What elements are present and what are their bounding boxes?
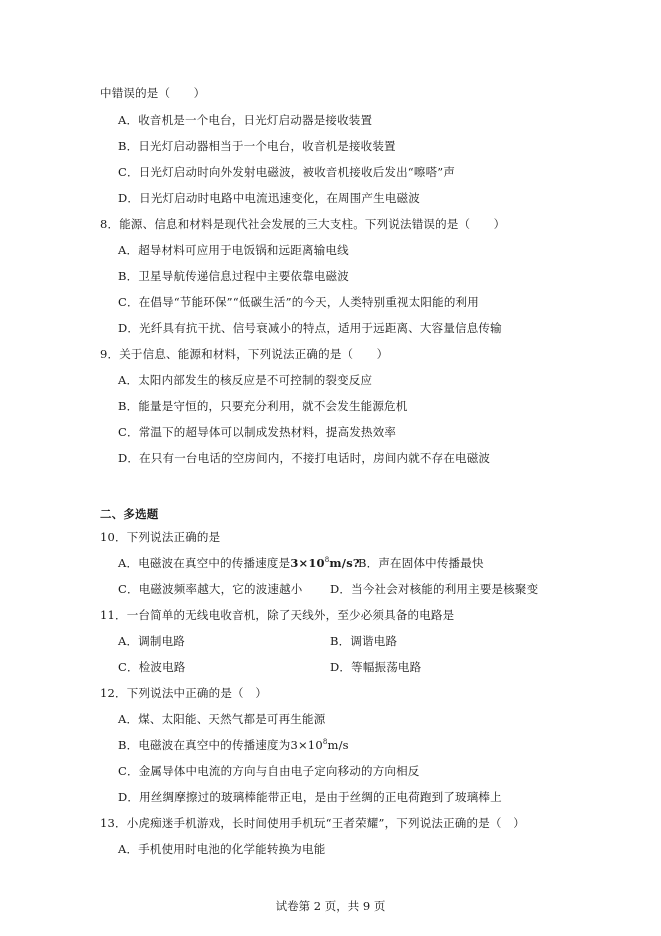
q11-stem: 11．一台简单的无线电收音机，除了天线外，至少必须具备的电路是 [100,608,455,622]
q10-option-b: B．声在固体中传播最快 [358,556,484,570]
q8-option-b: B．卫星导航传递信息过程中主要依靠电磁波 [118,269,349,283]
q9-stem: 9．关于信息、能源和材料，下列说法正确的是（ ） [100,347,389,361]
q12-option-a: A．煤、太阳能、天然气都是可再生能源 [118,712,326,726]
section-heading: 二、多选题 [100,507,159,521]
q12-option-c: C．金属导体中电流的方向与自由电子定向移动的方向相反 [118,764,420,778]
q7-option-c: C．日光灯启动时向外发射电磁波，被收音机接收后发出“嚓嗒”声 [118,165,456,179]
q7-option-b: B．日光灯启动器相当于一个电台，收音机是接收装置 [118,139,396,153]
q8-stem: 8．能源、信息和材料是现代社会发展的三大支柱。下列说法错误的是（ ） [100,217,506,231]
q12-option-b-text: B．电磁波在真空中的传播速度为 [118,738,291,752]
q10-option-a-formula: 3×10 [290,556,325,570]
q10-option-a-text: A．电磁波在真空中的传播速度是 [118,556,291,570]
q13-option-a: A．手机使用时电池的化学能转换为电能 [118,842,326,856]
q11-option-b: B．调谐电路 [330,634,398,648]
q12-option-b-exponent: 8 [322,738,328,747]
q11-option-d: D．等幅振荡电路 [330,660,422,674]
q8-option-c: C．在倡导“节能环保”“低碳生活”的今天，人类特别重视太阳能的利用 [118,295,479,309]
q10-option-a [118,556,360,570]
page-footer: 试卷第 2 页，共 9 页 [275,899,386,913]
q8-option-a: A．超导材料可应用于电饭锅和远距离输电线 [118,243,349,257]
q12-option-d: D．用丝绸摩擦过的玻璃棒能带正电，是由于丝绸的正电荷跑到了玻璃棒上 [118,790,502,804]
q12-option-b-unit: m/s [327,738,349,752]
q12-stem: 12．下列说法中正确的是（ ） [100,686,268,700]
q9-option-a: A．太阳内部发生的核反应是不可控制的裂变反应 [118,373,373,387]
q9-option-c: C．常温下的超导体可以制成发热材料，提高发热效率 [118,425,397,439]
q10-option-a-exponent: 8 [324,556,330,565]
q11-option-a: A．调制电路 [118,634,186,648]
q10-stem: 10．下列说法正确的是 [100,530,221,544]
q10-option-d: D．当今社会对核能的利用主要是核聚变 [330,582,539,596]
q9-option-b: B．能量是守恒的，只要充分利用，就不会发生能源危机 [118,399,408,413]
q13-stem: 13．小虎痴迷手机游戏，长时间使用手机玩“王者荣耀”，下列说法正确的是（ ） [100,816,525,830]
q10-option-c: C．电磁波频率越大，它的波速越小 [118,582,303,596]
q9-option-d: D．在只有一台电话的空房间内，不接打电话时，房间内就不存在电磁波 [118,451,491,465]
q8-option-d: D．光纤具有抗干扰、信号衰减小的特点，适用于远距离、大容量信息传输 [118,321,502,335]
q12-option-b-formula: 3×10 [290,738,323,752]
q7-option-d: D．日光灯启动时电路中电流迅速变化，在周围产生电磁波 [118,191,420,205]
q7-stem-tail: 中错误的是（ ） [100,86,206,100]
q12-option-b [118,738,349,752]
q11-option-c: C．检波电路 [118,660,186,674]
q10-option-a-unit: m/s? [329,556,360,570]
q7-option-a: A．收音机是一个电台，日光灯启动器是接收装置 [118,113,373,127]
